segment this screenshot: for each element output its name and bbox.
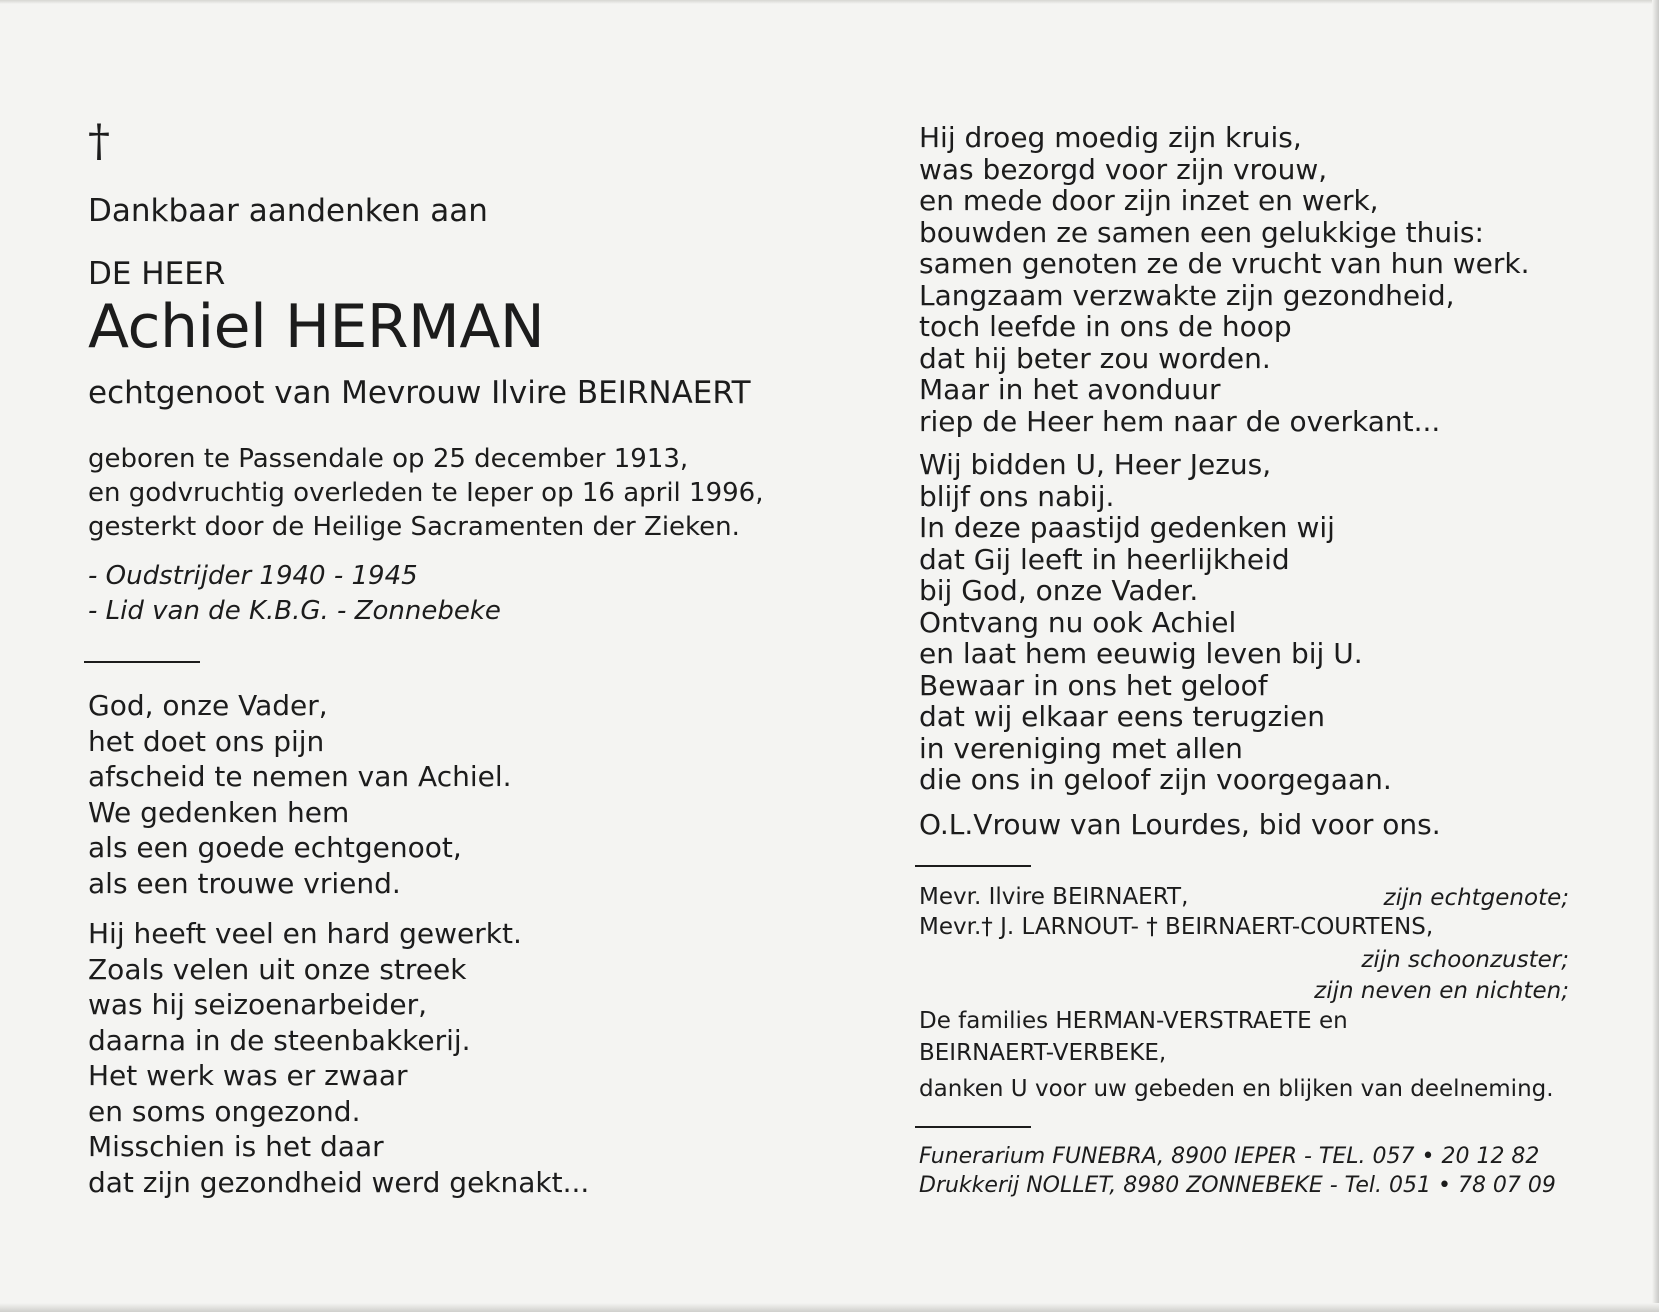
verse-line: die ons in geloof zijn voorgegaan. xyxy=(919,763,1392,796)
divider-rule xyxy=(915,1126,1031,1128)
verse-line: als een goede echtgenoot, xyxy=(88,831,462,864)
families-line-2: BEIRNAERT-VERBEKE, xyxy=(919,1040,1167,1066)
verse-line: en mede door zijn inzet en werk, xyxy=(919,184,1379,217)
verse-line: als een trouwe vriend. xyxy=(88,866,401,900)
verse-line: Misschien is het daar xyxy=(88,1130,384,1163)
verse-line: riep de Heer hem naar de overkant... xyxy=(919,404,1441,438)
deceased-name: Achiel HERMAN xyxy=(88,292,545,362)
verse-line: dat wij elkaar eens terugzien xyxy=(919,700,1325,733)
verse-line: daarna in de steenbakkerij. xyxy=(88,1023,471,1057)
prayer-line: O.L.Vrouw van Lourdes, bid voor ons. xyxy=(919,808,1441,841)
mourner-spouse-relation: zijn echtgenote; xyxy=(1383,885,1569,911)
verse-block-4 xyxy=(919,449,1392,796)
verse-line: samen genoten ze de vrucht van hun werk. xyxy=(919,247,1530,280)
verse-line: en laat hem eeuwig leven bij U. xyxy=(919,637,1363,670)
verse-line: Zoals velen uit onze streek xyxy=(88,952,467,986)
birth-line: geboren te Passendale op 25 december 1913, xyxy=(88,444,689,474)
verse-block-1 xyxy=(88,688,512,901)
nephews-nieces-relation: zijn neven en nichten; xyxy=(1314,978,1569,1004)
verse-line: God, onze Vader, xyxy=(88,689,328,722)
verse-line: was bezorgd voor zijn vrouw, xyxy=(919,152,1328,186)
verse-line: afscheid te nemen van Achiel. xyxy=(88,760,512,793)
families-line-1: De families HERMAN-VERSTRAETE en xyxy=(919,1008,1348,1034)
verse-line: We gedenken hem xyxy=(88,795,350,829)
verse-line: Langzaam verzwakte zijn gezondheid, xyxy=(919,278,1455,312)
printer-line: Drukkerij NOLLET, 8980 ZONNEBEKE - Tel. 051 • 78 07 09 xyxy=(919,1173,1556,1198)
verse-line: blijf ons nabij. xyxy=(919,479,1115,513)
mourner-spouse: Mevr. Ilvire BEIRNAERT, xyxy=(919,884,1189,910)
cross-icon: † xyxy=(88,116,110,167)
verse-line: Hij droeg moedig zijn kruis, xyxy=(919,121,1302,154)
verse-block-3 xyxy=(919,122,1529,437)
verse-line: in vereniging met allen xyxy=(919,731,1243,765)
intro-text: Dankbaar aandenken aan xyxy=(88,193,488,229)
thanks-line: danken U voor uw gebeden en blijken van deelneming. xyxy=(919,1076,1554,1102)
verse-line: Hij heeft veel en hard gewerkt. xyxy=(88,917,522,950)
verse-line: Het werk was er zwaar xyxy=(88,1059,408,1092)
verse-line: het doet ons pijn xyxy=(88,724,325,758)
sacraments-line: gesterkt door de Heilige Sacramenten der Zieken. xyxy=(88,512,740,542)
divider-rule xyxy=(84,661,200,663)
veteran-note: - Oudstrijder 1940 - 1945 xyxy=(88,561,418,591)
mourner-sister-in-law: Mevr.† J. LARNOUT- † BEIRNAERT-COURTENS, xyxy=(919,914,1434,940)
funeral-home-line: Funerarium FUNEBRA, 8900 IEPER - TEL. 057 • 20 12 82 xyxy=(919,1144,1540,1169)
title-text: DE HEER xyxy=(88,256,226,292)
verse-line: In deze paastijd gedenken wij xyxy=(919,511,1335,544)
membership-note: - Lid van de K.B.G. - Zonnebeke xyxy=(88,596,501,626)
verse-block-2 xyxy=(88,916,589,1200)
death-line: en godvruchtig overleden te Ieper op 16 april 1996, xyxy=(88,478,764,508)
top-edge-shadow xyxy=(0,0,1659,4)
verse-line: was hij seizoenarbeider, xyxy=(88,988,428,1021)
verse-line: dat zijn gezondheid werd geknakt... xyxy=(88,1165,590,1199)
verse-line: Bewaar in ons het geloof xyxy=(919,668,1268,702)
spouse-line: echtgenoot van Mevrouw Ilvire BEIRNAERT xyxy=(88,375,751,411)
verse-line: Wij bidden U, Heer Jezus, xyxy=(919,448,1272,481)
verse-line: dat Gij leeft in heerlijkheid xyxy=(919,542,1290,576)
bottom-edge-shadow xyxy=(0,1303,1659,1312)
divider-rule xyxy=(915,865,1031,867)
mourner-sister-in-law-relation: zijn schoonzuster; xyxy=(1361,947,1569,973)
verse-line: dat hij beter zou worden. xyxy=(919,341,1271,375)
verse-line: bij God, onze Vader. xyxy=(919,574,1199,607)
verse-line: Maar in het avonduur xyxy=(919,373,1221,406)
right-edge-shadow xyxy=(1652,0,1659,1312)
verse-line: en soms ongezond. xyxy=(88,1094,361,1128)
verse-line: toch leefde in ons de hoop xyxy=(919,310,1292,343)
verse-line: bouwden ze samen een gelukkige thuis: xyxy=(919,215,1484,249)
verse-line: Ontvang nu ook Achiel xyxy=(919,605,1237,639)
